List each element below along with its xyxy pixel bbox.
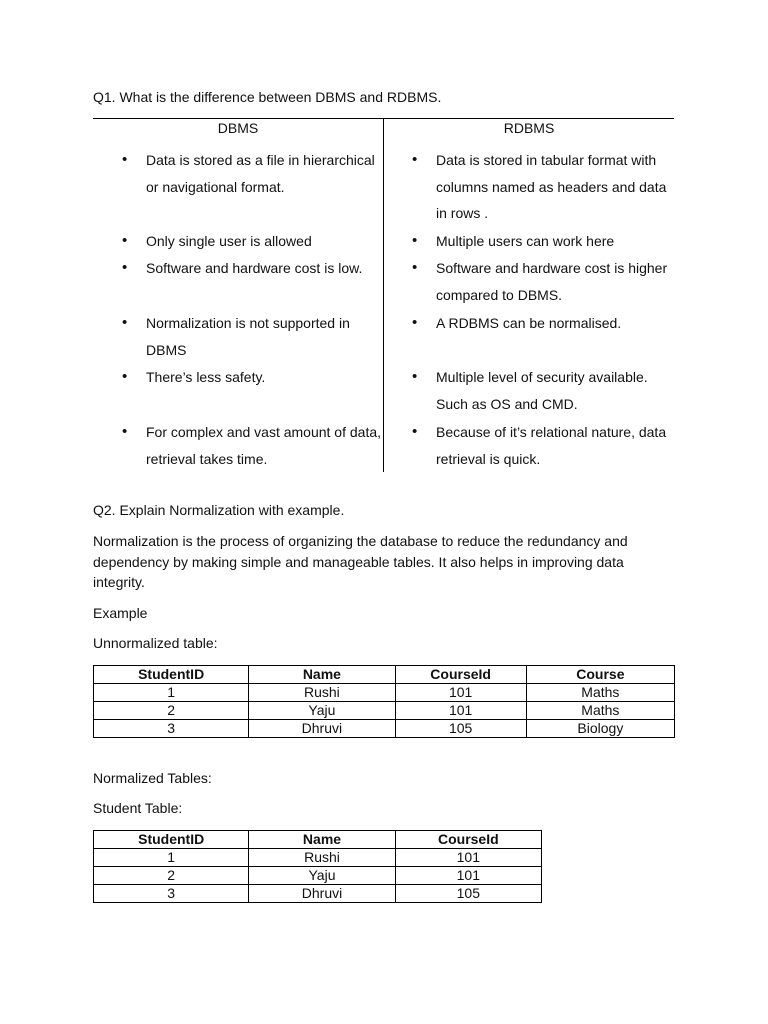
table-cell: Rushi	[249, 684, 395, 702]
student-table	[93, 830, 542, 903]
header-cell: CourseId	[395, 666, 526, 684]
table-cell: 1	[94, 684, 249, 702]
header-cell: StudentID	[94, 831, 249, 849]
header-cell: Name	[249, 831, 395, 849]
table-cell: Dhruvi	[249, 885, 395, 903]
table-cell: Biology	[526, 720, 674, 738]
table-cell: 101	[395, 849, 541, 867]
rdbms-point: • A RDBMS can be normalised.	[436, 310, 672, 337]
dbms-point: • For complex and vast amount of data, retrieval takes time.	[146, 419, 382, 472]
dbms-point: • There’s less safety.	[146, 364, 382, 391]
table-cell: 3	[94, 885, 249, 903]
table-header-row	[94, 666, 675, 684]
table-cell: 105	[395, 885, 541, 903]
header-cell: StudentID	[94, 666, 249, 684]
dbms-point: • Only single user is allowed	[146, 228, 382, 255]
table-cell: Maths	[526, 702, 674, 720]
table-cell: 2	[94, 702, 249, 720]
question-2-heading: Q2. Explain Normalization with example.	[93, 502, 345, 518]
rdbms-point: • Software and hardware cost is higher compared to DBMS.	[436, 255, 672, 308]
table-cell: Rushi	[249, 849, 395, 867]
table-cell: 3	[94, 720, 249, 738]
unnormalized-table	[93, 665, 675, 738]
dbms-column-header: DBMS	[217, 120, 259, 136]
column-divider	[383, 119, 384, 472]
student-table-label: Student Table:	[93, 800, 183, 816]
table-header-row	[94, 831, 542, 849]
rdbms-column-header: RDBMS	[503, 120, 555, 136]
table-row	[94, 684, 675, 702]
unnormalized-table-label: Unnormalized table:	[93, 635, 218, 651]
table-cell: 101	[395, 684, 526, 702]
table-row	[94, 720, 675, 738]
table-cell: 105	[395, 720, 526, 738]
header-cell: Name	[249, 666, 395, 684]
table-cell: Maths	[526, 684, 674, 702]
rdbms-point: • Data is stored in tabular format with columns named as headers and data in rows .	[436, 147, 672, 227]
table-cell: Dhruvi	[249, 720, 395, 738]
dbms-point: • Data is stored as a file in hierarchical or navigational format.	[146, 147, 382, 200]
header-cell: Course	[526, 666, 674, 684]
rdbms-point: • Multiple level of security available. Such as OS and CMD.	[436, 364, 672, 417]
normalization-definition: Normalization is the process of organizing the database to reduce the redundancy and dependency by making simple and manageable tables. It also helps in improving data integrity.	[93, 533, 628, 590]
table-cell: Yaju	[249, 867, 395, 885]
example-label: Example	[93, 605, 148, 621]
question-1-heading: Q1. What is the difference between DBMS and RDBMS.	[93, 89, 442, 105]
dbms-point: • Normalization is not supported in DBMS	[146, 310, 382, 363]
table-cell: 101	[395, 702, 526, 720]
table-row	[94, 867, 542, 885]
table-cell: 1	[94, 849, 249, 867]
table-cell: 2	[94, 867, 249, 885]
table-cell: 101	[395, 867, 541, 885]
rdbms-point: • Because of it’s relational nature, data retrieval is quick.	[436, 419, 672, 472]
rdbms-point: • Multiple users can work here	[436, 228, 672, 255]
dbms-point: • Software and hardware cost is low.	[146, 255, 382, 282]
table-row	[94, 849, 542, 867]
normalized-tables-label: Normalized Tables:	[93, 770, 212, 786]
table-row	[94, 702, 675, 720]
header-cell: CourseId	[395, 831, 541, 849]
dbms-rdbms-comparison	[93, 118, 674, 467]
table-row	[94, 885, 542, 903]
table-cell: Yaju	[249, 702, 395, 720]
